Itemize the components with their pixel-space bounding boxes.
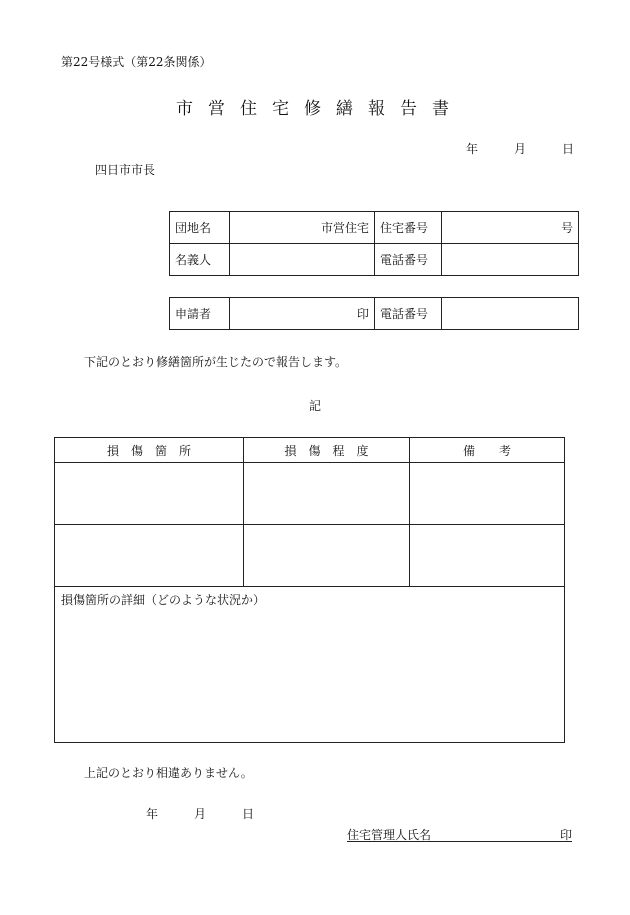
damage-location-cell[interactable] [55, 525, 244, 587]
damage-detail-field[interactable] [55, 587, 565, 743]
date-year-label: 年 [466, 142, 479, 156]
manager-signature-line[interactable] [347, 826, 572, 842]
info-row-danchi [170, 212, 579, 244]
header-remarks: 備 考 [410, 438, 565, 463]
damage-location-cell[interactable] [55, 463, 244, 525]
danchi-label: 団地名 [170, 212, 230, 244]
date-bottom-month-label: 月 [194, 807, 207, 821]
remarks-cell[interactable] [410, 525, 565, 587]
date-day-label: 日 [562, 142, 575, 156]
report-text: 下記のとおり修繕箇所が生じたので報告します。 [84, 355, 348, 369]
damage-table [54, 437, 565, 743]
damage-degree-cell[interactable] [244, 525, 410, 587]
ki-heading: 記 [308, 399, 321, 413]
manager-label: 住宅管理人氏名 [347, 828, 432, 842]
house-no-label: 住宅番号 [375, 212, 442, 244]
date-bottom-day-label: 日 [242, 807, 255, 821]
info-row-holder [170, 244, 579, 276]
house-no-field[interactable] [442, 212, 579, 244]
house-no-suffix: 号 [560, 221, 573, 235]
damage-row [55, 525, 565, 587]
manager-seal: 印 [559, 828, 572, 842]
damage-detail-row [55, 587, 565, 743]
date-month-label: 月 [514, 142, 527, 156]
holder-label: 名義人 [170, 244, 230, 276]
date-bottom-year-label: 年 [146, 807, 159, 821]
applicant-seal: 印 [356, 307, 369, 321]
addressee: 四日市市長 [95, 163, 156, 177]
phone-field[interactable] [442, 244, 579, 276]
applicant-row [170, 298, 579, 330]
info-table [169, 211, 579, 276]
holder-field[interactable] [230, 244, 375, 276]
applicant-phone-label: 電話番号 [375, 298, 442, 330]
phone-label: 電話番号 [375, 244, 442, 276]
damage-degree-cell[interactable] [244, 463, 410, 525]
applicant-phone-field[interactable] [442, 298, 579, 330]
damage-row [55, 463, 565, 525]
form-number: 第22号様式（第22条関係） [61, 55, 212, 69]
applicant-field[interactable] [230, 298, 375, 330]
date-top [466, 140, 574, 157]
danchi-suffix: 市営住宅 [320, 221, 369, 235]
date-bottom [146, 805, 254, 822]
damage-detail-label: 損傷箇所の詳細（どのような状況か） [61, 593, 266, 607]
confirm-text: 上記のとおり相違ありません。 [84, 766, 253, 780]
header-damage-location: 損 傷 箇 所 [55, 438, 244, 463]
applicant-label: 申請者 [170, 298, 230, 330]
applicant-table [169, 297, 579, 330]
remarks-cell[interactable] [410, 463, 565, 525]
danchi-field[interactable] [230, 212, 375, 244]
page-title: 市営住宅修繕報告書 [176, 99, 464, 119]
header-damage-degree: 損 傷 程 度 [244, 438, 410, 463]
damage-header-row [55, 438, 565, 463]
